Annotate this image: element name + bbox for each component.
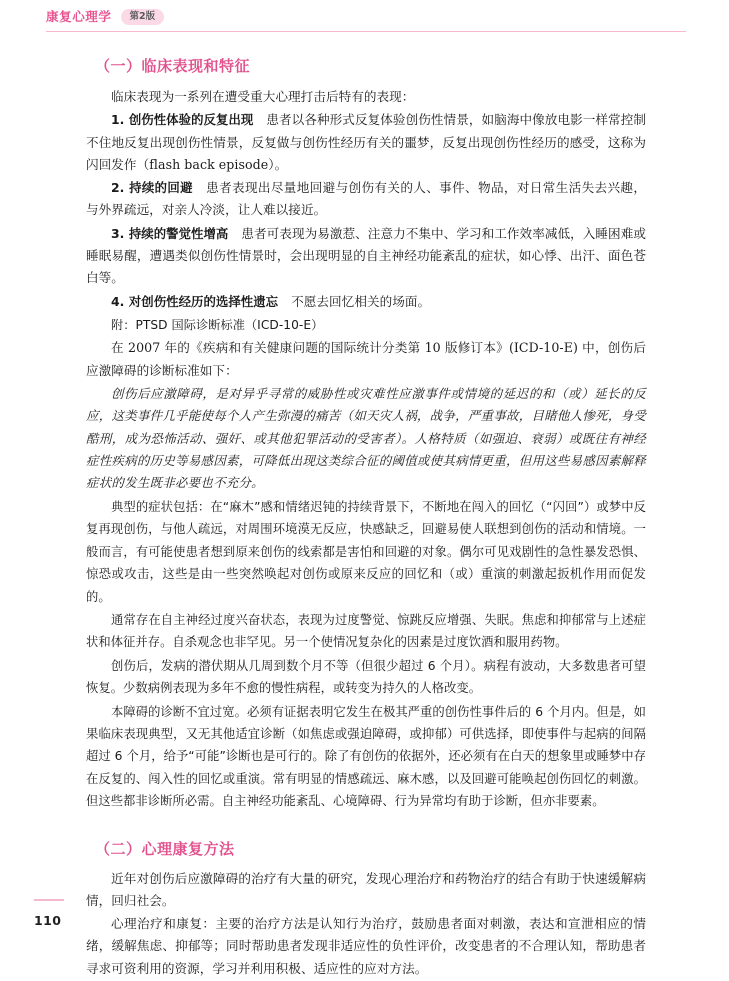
item-body: 不愿去回忆相关的场面。: [291, 293, 431, 309]
numbered-item: [86, 109, 646, 176]
item-body: 患者表现出尽量地回避与创伤有关的人、事件、物品，对日常生活失去兴趣，与外界疏远，对亲人冷淡，让人难以接近。: [86, 180, 646, 218]
book-title: 康复心理学: [46, 8, 112, 24]
item-number: 2.: [111, 180, 125, 196]
running-header: [0, 0, 729, 34]
section-heading: （一）临床表现和特征: [95, 57, 251, 75]
numbered-item: [86, 223, 646, 290]
item-body: 患者可表现为易激惹、注意力不集中、学习和工作效率减低，入睡困难或睡眠易醒，遭遇类似创伤性情景时，会出现明显的自主神经功能紊乱的症状，如心悸、出汗、面色苍白等。: [86, 225, 646, 286]
numbered-item: [86, 177, 646, 222]
item-lead: [111, 180, 193, 195]
item-number: 3.: [111, 225, 125, 241]
item-lead: [111, 294, 278, 309]
body-paragraph: 心理治疗和康复：主要的治疗方法是认知行为治疗，鼓励患者面对刺激，表达和宣泄相应的情绪，缓解焦虑、抑郁等；同时帮助患者发现非适应性的负性评价，改变患者的不合理认知，帮助患者寻求可资利用的资源，学习并利用积极、适应性的应对方法。: [86, 916, 646, 976]
section-psych-rehab-methods: [86, 839, 646, 980]
page-footer: [34, 899, 154, 928]
item-lead-text: 持续的回避: [129, 180, 193, 196]
sections-container: [86, 56, 646, 980]
item-number: 1.: [111, 112, 125, 128]
numbered-item: [86, 291, 646, 313]
page-number: 110: [34, 913, 62, 928]
body-paragraph: 近年对创伤后应激障碍的治疗有大量的研究，发现心理治疗和药物治疗的结合有助于快速缓解病情，回归社会。: [86, 870, 646, 908]
section-clinical-features: [86, 56, 646, 813]
edition-badge: 第2版: [121, 9, 165, 26]
body-paragraph: 本障碍的诊断不宜过宽。必须有证据表明它发生在极其严重的创伤性事件后的 6 个月内。但是，如果临床表现典型，又无其他适宜诊断（如焦虑或强迫障碍，或抑郁）可供选择，即使事件与起病的间隔超过 6 个月，给予“可能”诊断也是可行的。除了有创伤的依据外，还必须有在白天的想象里或睡梦中存在反复的、闯入性的回忆或重演。常有明显的情感疏远、麻木感，以及回避可能唤起创伤回忆的刺激。但这些都非诊断所必需。自主神经功能紊乱、心境障碍、行为异常均有助于诊断，但亦非要素。: [86, 704, 646, 809]
body-paragraph: 典型的症状包括：在“麻木”感和情绪迟钝的持续背景下，不断地在闯入的回忆（“闪回”）或梦中反复再现创伤，与他人疏远，对周围环境漠无反应，快感缺乏，回避易使人联想到创伤的活动和情境。一般而言，有可能使患者想到原来创伤的线索都是害怕和回避的对象。偶尔可见戏剧性的急性暴发恐惧、惊恐或攻击，这些是由一些突然唤起对创伤或原来反应的回忆和（或）重演的刺激起扳机作用而促发的。: [86, 499, 646, 604]
item-lead-text: 持续的警觉性增高: [128, 225, 229, 241]
item-lead-text: 创伤性体验的反复出现: [128, 112, 254, 128]
item-lead-text: 对创伤性经历的选择性遗忘: [128, 293, 279, 309]
section-heading: （二）心理康复方法: [95, 839, 235, 858]
appendix-note: 附：PTSD 国际诊断标准（ICD-10-E）: [111, 317, 324, 332]
body-paragraph: 通常存在自主神经过度兴奋状态，表现为过度警觉、惊跳反应增强、失眠。焦虑和抑郁常与上述症状和体征并存。自杀观念也非罕见。另一个使情况复杂化的因素是过度饮酒和服用药物。: [86, 612, 646, 650]
item-number: 4.: [111, 293, 125, 309]
item-body: 患者以各种形式反复体验创伤性情景，如脑海中像放电影一样常控制不住地反复出现创伤性情景，反复做与创伤性经历有关的噩梦，反复出现创伤性经历的感受，这称为闪回发作（flash back episode）。: [86, 112, 647, 172]
header-divider: [46, 31, 686, 32]
quoted-paragraph: 创伤后应激障碍，是对异乎寻常的威胁性或灾难性应激事件或情境的延迟的和（或）延长的反应，这类事件几乎能使每个人产生弥漫的痛苦（如天灾人祸，战争，严重事故，目睹他人惨死，身受酷刑，成为恐怖活动、强奸、或其他犯罪活动的受害者）。人格特质（如强迫、衰弱）或既往有神经症性疾病的历史等易感因素，可降低出现这类综合征的阈值或使其病情更重，但用这些易感因素解释症状的发生既非必要也不充分。: [86, 385, 646, 491]
item-lead: [111, 226, 228, 241]
item-lead: [111, 112, 253, 127]
footer-divider: [34, 899, 64, 901]
body-paragraph: 创伤后，发病的潜伏期从几周到数个月不等（但很少超过 6 个月）。病程有波动，大多数患者可望恢复。少数病例表现为多年不愈的慢性病程，或转变为持久的人格改变。: [86, 658, 646, 696]
body-paragraph: 在 2007 年的《疾病和有关健康问题的国际统计分类第 10 版修订本》(ICD-10-E) 中，创伤后应激障碍的诊断标准如下：: [86, 340, 646, 378]
body-paragraph: 临床表现为一系列在遭受重大心理打击后特有的表现：: [111, 89, 415, 104]
body-column: [86, 48, 646, 981]
